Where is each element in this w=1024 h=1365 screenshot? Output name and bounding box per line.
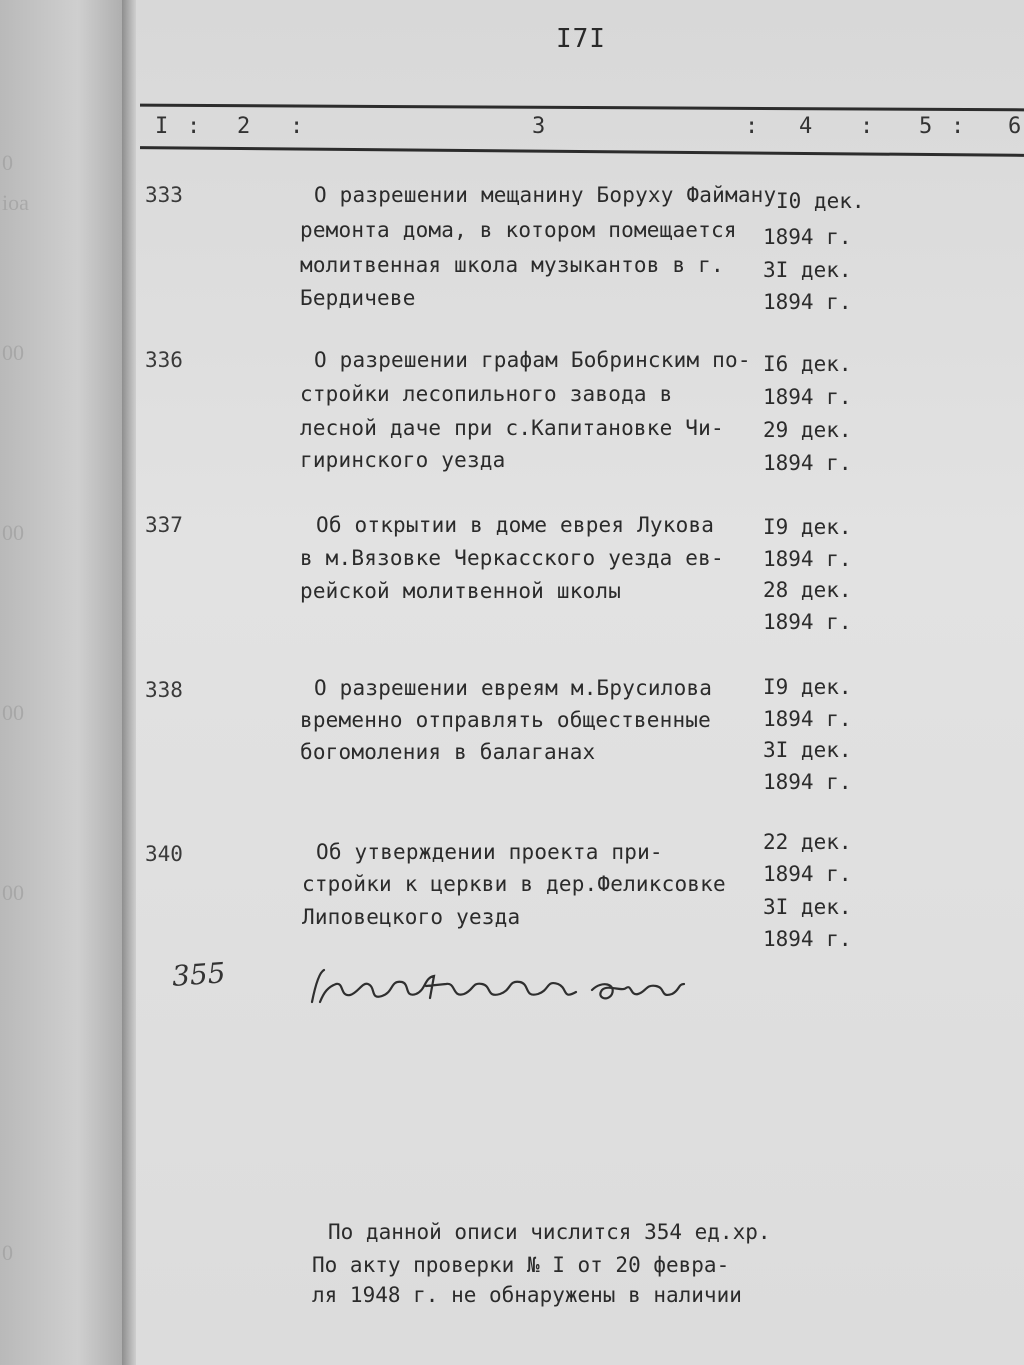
column-header: 6 (1008, 114, 1022, 139)
column-header: 3 (532, 114, 546, 139)
entry-text-line: ремонта дома, в котором помещается (300, 218, 737, 242)
entry-text-line: Бердичеве (300, 286, 416, 310)
entry-date: 1894 г. (763, 225, 852, 249)
entry-number: 338 (145, 678, 183, 702)
page-number: I7I (556, 24, 606, 54)
column-header: 2 (237, 114, 251, 139)
entry-date: 22 дек. (763, 830, 852, 854)
entry-date: 28 дек. (763, 578, 852, 602)
column-separator: : (187, 114, 201, 139)
bleed-through-text: 00 (2, 340, 24, 365)
column-separator: : (290, 114, 304, 139)
bleed-through-text: ioa (2, 190, 29, 215)
handwritten-signature-note (306, 962, 686, 1012)
entry-date: 1894 г. (763, 707, 852, 731)
entry-number: 333 (145, 183, 183, 207)
footer-line: По акту проверки № I от 20 февра- (312, 1253, 730, 1277)
entry-text-line: Липовецкого уезда (302, 905, 521, 929)
entry-text-line: временно отправлять общественные (300, 708, 711, 732)
entry-text-line: О разрешении графам Бобринским по- (314, 348, 751, 372)
entry-date: 29 дек. (763, 418, 852, 442)
entry-date: 1894 г. (763, 927, 852, 951)
entry-text-line: Об открытии в доме еврея Лукова (316, 513, 715, 537)
column-header: I (155, 114, 169, 139)
entry-date: 1894 г. (763, 290, 852, 314)
entry-date: 3I дек. (763, 738, 852, 762)
footer-line: ля 1948 г. не обнаружены в наличии (312, 1283, 742, 1307)
entry-text-line: рейской молитвенной школы (300, 579, 622, 603)
entry-date: 1894 г. (763, 385, 852, 409)
footer-line: По данной описи числится 354 ед.хр. (328, 1220, 771, 1244)
entry-date: I9 дек. (763, 515, 852, 539)
entry-date: 1894 г. (763, 770, 852, 794)
entry-date: 1894 г. (763, 547, 852, 571)
entry-text-line: молитвенная школа музыкантов в г. (300, 253, 724, 277)
entry-text-line: богомоления в балаганах (300, 740, 596, 764)
entry-date: I0 дек. (776, 189, 865, 213)
bleed-through-text: 00 (2, 880, 24, 905)
entry-text-line: в м.Вязовке Черкасского уезда ев- (300, 546, 724, 570)
entry-number: 337 (145, 513, 183, 537)
column-separator: : (745, 114, 759, 139)
bleed-through-text: 0 (2, 1240, 13, 1265)
bleed-through-text: 00 (2, 520, 24, 545)
entry-text-line: О разрешении мещанину Боруху Файману (314, 183, 777, 207)
entry-text-line: стройки лесопильного завода в (300, 382, 673, 406)
entry-number: 336 (145, 348, 183, 372)
previous-page-edge (0, 0, 130, 1365)
column-header: 4 (799, 114, 813, 139)
entry-text-line: гиринского уезда (300, 448, 506, 472)
entry-date: 1894 г. (763, 610, 852, 634)
entry-text-line: лесной даче при с.Капитановке Чи- (300, 416, 724, 440)
column-header: 5 (919, 114, 933, 139)
entry-date: I6 дек. (763, 352, 852, 376)
column-separator: : (951, 114, 965, 139)
handwritten-number: 355 (170, 956, 227, 993)
bleed-through-text: 00 (2, 700, 24, 725)
entry-date: 1894 г. (763, 862, 852, 886)
entry-number: 340 (145, 842, 183, 866)
entry-date: 1894 г. (763, 451, 852, 475)
column-separator: : (860, 114, 874, 139)
entry-text-line: О разрешении евреям м.Брусилова (314, 676, 713, 700)
bleed-through-text: 0 (2, 150, 13, 175)
entry-date: 3I дек. (763, 895, 852, 919)
entry-text-line: Об утверждении проекта при- (316, 840, 663, 864)
entry-date: I9 дек. (763, 675, 852, 699)
entry-date: 3I дек. (763, 258, 852, 282)
entry-text-line: стройки к церкви в дер.Феликсовке (302, 872, 726, 896)
